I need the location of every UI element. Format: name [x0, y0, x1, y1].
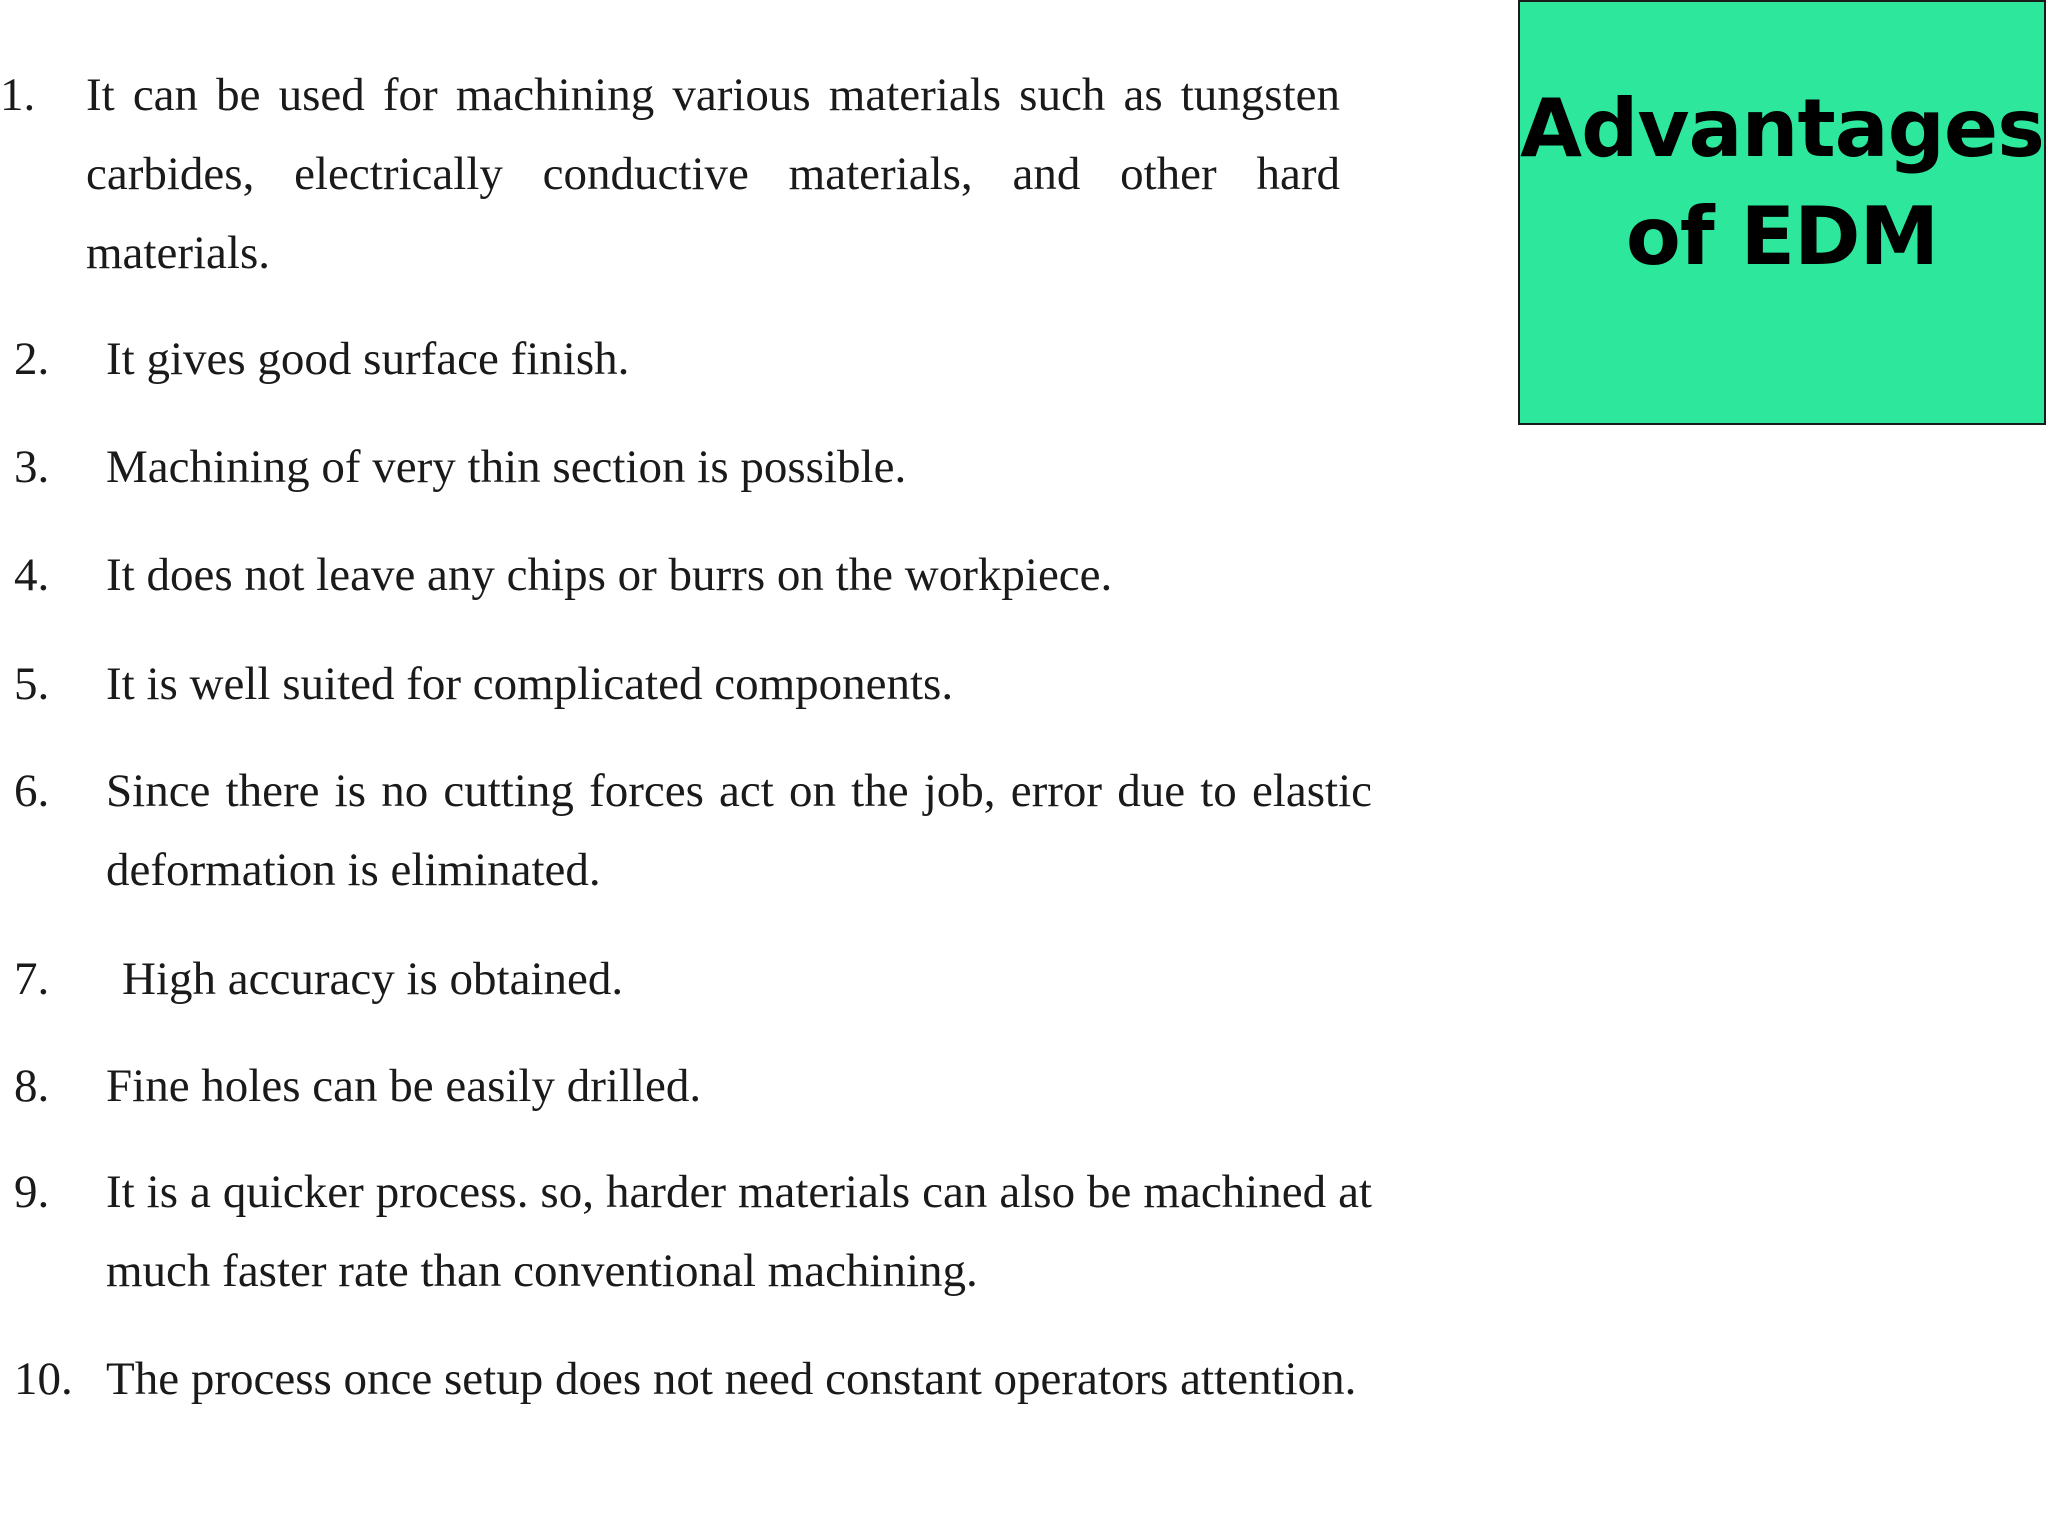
item-number: 7.	[14, 953, 50, 1005]
list-item-6	[14, 752, 1374, 912]
item-number: 5.	[14, 658, 50, 710]
list-item-10	[14, 1340, 1374, 1500]
list-item-8	[14, 1047, 1374, 1127]
item-text: High accuracy is obtained.	[122, 953, 624, 1005]
item-text: It does not leave any chips or burrs on the workpiece.	[106, 549, 1113, 601]
item-text: It gives good surface finish.	[106, 333, 630, 385]
item-number: 8.	[14, 1060, 50, 1112]
title-line-2: of EDM	[1625, 189, 1939, 283]
list-item-2	[14, 320, 1374, 400]
title-line-1: Advantages	[1520, 81, 2044, 175]
item-text: Machining of very thin section is possible.	[106, 441, 907, 493]
list-item-3	[14, 428, 1374, 508]
list-item-5	[14, 645, 1374, 725]
item-number: 6.	[14, 765, 50, 817]
item-text: Since there is no cutting forces act on the job, error due to elastic deformation is eliminated.	[106, 765, 1372, 896]
item-text: It is well suited for complicated components.	[106, 658, 954, 710]
item-number: 1.	[0, 69, 36, 121]
list-item-1	[0, 56, 1345, 296]
list-item-4	[14, 536, 1374, 616]
item-text: It is a quicker process. so, harder materials can also be machined at much faster rate than conventional machining.	[106, 1166, 1372, 1297]
item-text: It can be used for machining various materials such as tungsten carbides, electrically conductive materials, and other hard materials.	[86, 69, 1340, 279]
list-item-7	[14, 940, 1374, 1020]
list-item-9	[14, 1153, 1374, 1313]
item-number: 10.	[14, 1353, 73, 1405]
item-number: 9.	[14, 1166, 50, 1218]
item-number: 2.	[14, 333, 50, 385]
item-number: 3.	[14, 441, 50, 493]
item-text: Fine holes can be easily drilled.	[106, 1060, 702, 1112]
item-text: The process once setup does not need constant operators attention.	[106, 1353, 1357, 1405]
item-number: 4.	[14, 549, 50, 601]
title-box	[1518, 0, 2046, 425]
